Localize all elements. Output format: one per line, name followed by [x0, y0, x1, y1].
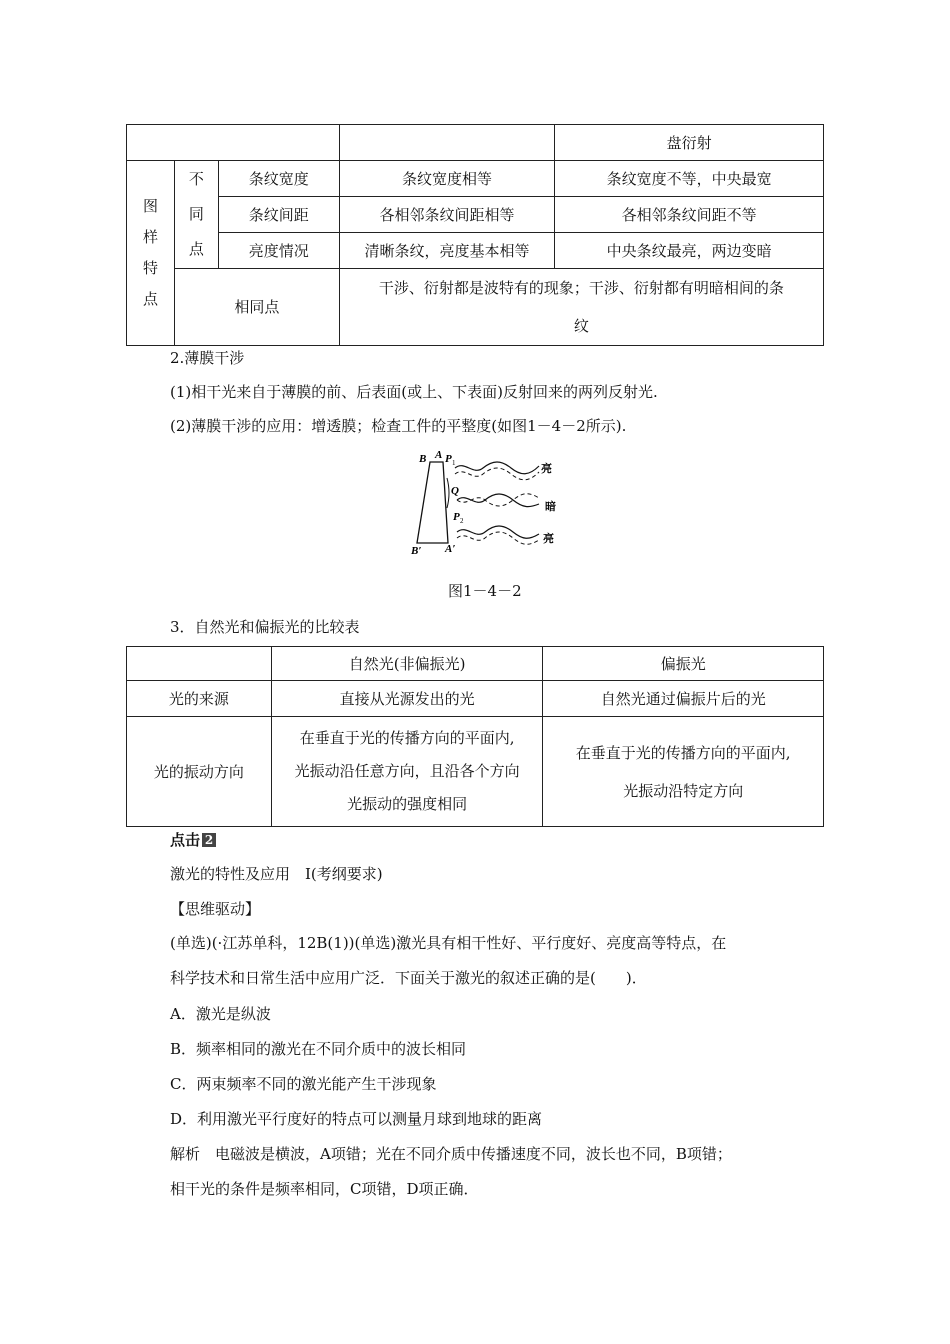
table2-cell: 在垂直于光的传播方向的平面内, 光振动沿任意方向，且沿各个方向 光振动的强度相同 — [271, 717, 543, 827]
table1-row-label: 亮度情况 — [218, 233, 339, 269]
topic-line: 激光的特性及应用 Ⅰ(考纲要求) — [170, 865, 383, 883]
table2-header-empty — [127, 647, 272, 681]
label-B: B — [419, 453, 427, 465]
section2-title: 2.薄膜干涉 — [170, 349, 245, 367]
table1-cell: 各相邻条纹间距不等 — [555, 197, 824, 233]
table2-header-polarized: 偏振光 — [543, 647, 824, 681]
table2-header-natural: 自然光(非偏振光) — [271, 647, 543, 681]
table1-cell: 清晰条纹，亮度基本相等 — [339, 233, 555, 269]
table1-header-empty — [127, 125, 340, 161]
option-a: A．激光是纵波 — [170, 1005, 271, 1023]
table1-common-label: 相同点 — [174, 269, 339, 346]
interference-diffraction-table — [126, 124, 824, 346]
section2-paragraph: (1)相干光来自于薄膜的前、后表面(或上、下表面)反射回来的两列反射光. — [170, 383, 658, 401]
section3-title: 3．自然光和偏振光的比较表 — [170, 618, 360, 636]
table2-cell: 直接从光源发出的光 — [271, 681, 543, 717]
label-bright-1: 亮 — [541, 462, 552, 475]
label-A-prime: A′ — [445, 543, 456, 555]
label-dark: 暗 — [545, 500, 556, 513]
natural-polarized-table — [126, 646, 824, 827]
answer-line: 相干光的条件是频率相同，C项错，D项正确． — [170, 1180, 479, 1198]
option-c: C．两束频率不同的激光能产生干涉现象 — [170, 1075, 437, 1093]
table2-cell: 自然光通过偏振片后的光 — [543, 681, 824, 717]
label-P1: P — [445, 453, 452, 465]
label-bright-2: 亮 — [543, 532, 554, 545]
section2-paragraph: (2)薄膜干涉的应用：增透膜；检查工件的平整度(如图1－4－2所示). — [170, 417, 627, 435]
table2-row-label: 光的振动方向 — [127, 717, 272, 827]
label-P2: P — [453, 511, 460, 523]
drive-heading: 【思维驱动】 — [170, 900, 261, 918]
thin-film-figure — [405, 448, 575, 558]
point-heading-text: 点击 — [170, 831, 201, 849]
question-line: 科学技术和日常生活中应用广泛．下面关于激光的叙述正确的是( )． — [170, 969, 647, 987]
point-heading — [170, 829, 216, 850]
question-line: (单选)(·江苏单科，12B(1))(单选)激光具有相干性好、平行度好、亮度高等特点，在 — [170, 934, 727, 952]
table1-header-diffraction: 盘衍射 — [555, 125, 824, 161]
point-badge: 2 — [202, 833, 216, 847]
table1-subgroup-label: 不同点 — [174, 161, 218, 269]
answer-line: 解析 电磁波是横波，A项错；光在不同介质中传播速度不同，波长也不同，B项错； — [170, 1145, 732, 1163]
label-P1-sub: 1 — [452, 459, 456, 467]
table1-cell: 各相邻条纹间距相等 — [339, 197, 555, 233]
table1-row-label: 条纹间距 — [218, 197, 339, 233]
figure-caption: 图1－4－2 — [448, 582, 522, 600]
table1-cell: 条纹宽度相等 — [339, 161, 555, 197]
table1-row-label: 条纹宽度 — [218, 161, 339, 197]
table2-row-label: 光的来源 — [127, 681, 272, 717]
label-B-prime: B′ — [411, 545, 422, 557]
table1-common-text: 干涉、衍射都是波特有的现象；干涉、衍射都有明暗相间的条 纹 — [339, 269, 823, 346]
option-d: D．利用激光平行度好的特点可以测量月球到地球的距离 — [170, 1110, 543, 1128]
option-b: B．频率相同的激光在不同介质中的波长相同 — [170, 1040, 467, 1058]
thin-film-diagram — [405, 448, 575, 558]
table2-cell: 在垂直于光的传播方向的平面内, 光振动沿特定方向 — [543, 717, 824, 827]
label-P2-sub: 2 — [460, 517, 464, 525]
table1-cell: 中央条纹最亮，两边变暗 — [555, 233, 824, 269]
table1-header-empty-2 — [339, 125, 555, 161]
table1-cell: 条纹宽度不等，中央最宽 — [555, 161, 824, 197]
table1-group-label: 图样特点 — [127, 161, 175, 346]
label-A: A — [435, 449, 443, 461]
label-Q: Q — [451, 485, 459, 497]
